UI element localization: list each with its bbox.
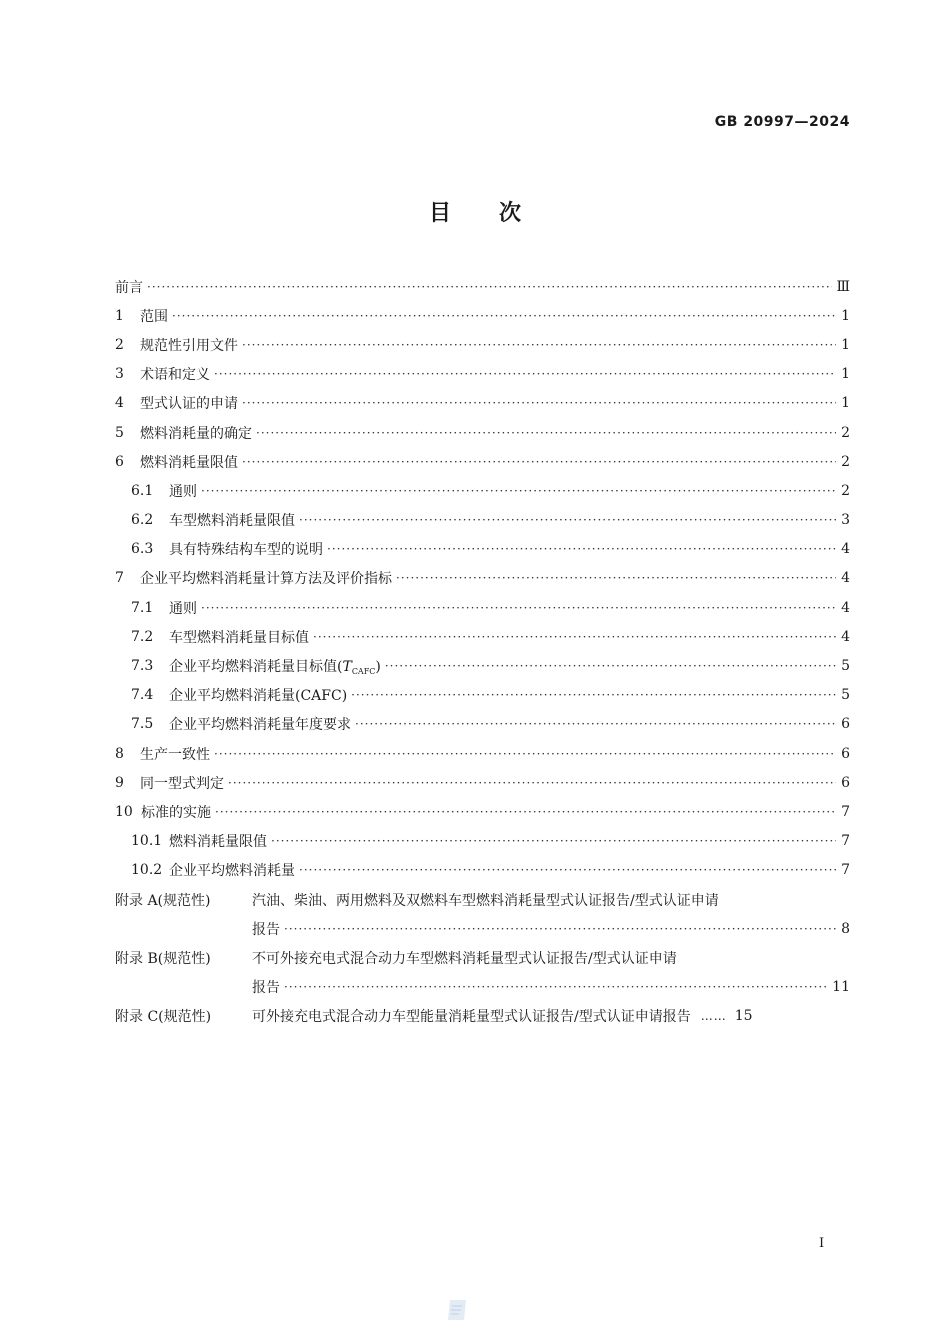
toc-subentry[interactable] bbox=[115, 827, 850, 856]
toc-page: 2 bbox=[841, 482, 850, 499]
standard-code: GB 20997—2024 bbox=[714, 114, 850, 130]
page-title bbox=[0, 196, 950, 227]
toc-subentry[interactable] bbox=[115, 651, 850, 680]
toc-page: 8 bbox=[841, 920, 850, 937]
toc-label: 燃料消耗量限值 bbox=[140, 454, 238, 471]
toc-label: 车型燃料消耗量目标值 bbox=[169, 629, 309, 646]
toc-page: 4 bbox=[841, 599, 850, 616]
annex-title-line2: 报告 bbox=[252, 921, 280, 938]
toc-number: 6.3 bbox=[131, 541, 154, 558]
toc-subentry[interactable] bbox=[115, 506, 850, 535]
dot-leader bbox=[214, 367, 836, 381]
dot-leader bbox=[355, 717, 836, 731]
dot-leader bbox=[147, 280, 832, 294]
toc-annex-a-cont[interactable] bbox=[115, 914, 850, 943]
toc-number: 3 bbox=[115, 366, 124, 383]
toc-page: 2 bbox=[841, 453, 850, 470]
toc-label: 通则 bbox=[169, 600, 197, 617]
toc-number: 10.1 bbox=[131, 833, 163, 850]
toc-number: 6 bbox=[115, 453, 124, 470]
toc-page: 1 bbox=[841, 395, 850, 412]
dot-leader bbox=[385, 659, 836, 673]
toc-label: 生产一致性 bbox=[140, 746, 210, 763]
toc-label-post: ) bbox=[375, 659, 381, 676]
toc-subentry[interactable] bbox=[115, 535, 850, 564]
toc-page: 5 bbox=[841, 658, 850, 675]
dot-leader bbox=[172, 309, 836, 323]
toc-entry[interactable] bbox=[115, 301, 850, 330]
toc-entry[interactable] bbox=[115, 797, 850, 826]
dot-leader bbox=[271, 834, 836, 848]
dot-leader bbox=[201, 601, 836, 615]
toc-page: 6 bbox=[841, 745, 850, 762]
dot-leader bbox=[201, 484, 836, 498]
toc-label: 具有特殊结构车型的说明 bbox=[169, 542, 323, 559]
toc-label: 通则 bbox=[169, 483, 197, 500]
toc-page: 2 bbox=[841, 424, 850, 441]
toc-number: 7 bbox=[115, 570, 124, 587]
toc-label-symbol: T bbox=[342, 659, 352, 676]
toc-number: 6.1 bbox=[131, 482, 154, 499]
annex-title-line1: 可外接充电式混合动力车型能量消耗量型式认证报告/型式认证申请报告 bbox=[252, 1009, 691, 1026]
sac-watermark-logo-icon bbox=[444, 1298, 470, 1322]
toc-subentry[interactable] bbox=[115, 593, 850, 622]
dot-leader bbox=[299, 513, 836, 527]
table-of-contents bbox=[115, 272, 850, 1031]
toc-entry[interactable] bbox=[115, 389, 850, 418]
toc-page: 7 bbox=[841, 862, 850, 879]
toc-entry[interactable] bbox=[115, 564, 850, 593]
toc-page: 1 bbox=[841, 366, 850, 383]
toc-entry[interactable] bbox=[115, 330, 850, 359]
toc-entry[interactable] bbox=[115, 360, 850, 389]
dot-leader bbox=[228, 776, 836, 790]
annex-head: 附录 C(规范性) bbox=[115, 1009, 212, 1026]
toc-label: 企业平均燃料消耗量年度要求 bbox=[169, 717, 351, 734]
toc-label: 范围 bbox=[140, 308, 168, 325]
dot-leader bbox=[256, 426, 836, 440]
toc-label: 企业平均燃料消耗量计算方法及评价指标 bbox=[140, 571, 392, 588]
annex-title-line1: 不可外接充电式混合动力车型燃料消耗量型式认证报告/型式认证申请 bbox=[252, 950, 677, 967]
toc-number: 2 bbox=[115, 336, 124, 353]
toc-number: 4 bbox=[115, 395, 124, 412]
toc-label: 规范性引用文件 bbox=[140, 337, 238, 354]
toc-number: 1 bbox=[115, 307, 124, 324]
toc-number: 7.2 bbox=[131, 628, 154, 645]
dot-leader bbox=[396, 571, 836, 585]
toc-page: 7 bbox=[841, 833, 850, 850]
toc-label: 术语和定义 bbox=[140, 367, 210, 384]
toc-number: 7.1 bbox=[131, 599, 154, 616]
toc-label: 燃料消耗量的确定 bbox=[140, 425, 252, 442]
toc-page: 3 bbox=[841, 512, 850, 529]
dot-leader bbox=[242, 338, 836, 352]
toc-annex-b-cont[interactable] bbox=[115, 973, 850, 1002]
toc-page: 4 bbox=[841, 570, 850, 587]
toc-label: 型式认证的申请 bbox=[140, 396, 238, 413]
toc-annex-b[interactable] bbox=[115, 943, 850, 972]
toc-page: 1 bbox=[841, 307, 850, 324]
toc-number: 5 bbox=[115, 424, 124, 441]
dot-leader bbox=[351, 688, 836, 702]
title-char-2: 次 bbox=[499, 201, 522, 226]
toc-number: 8 bbox=[115, 745, 124, 762]
toc-label: 企业平均燃料消耗量(CAFC) bbox=[169, 688, 348, 705]
toc-page: Ⅲ bbox=[836, 278, 850, 295]
toc-label: 燃料消耗量限值 bbox=[169, 834, 267, 851]
toc-label bbox=[169, 656, 381, 676]
toc-page: 6 bbox=[841, 774, 850, 791]
dot-leader bbox=[313, 630, 836, 644]
toc-number: 9 bbox=[115, 774, 124, 791]
toc-entry[interactable] bbox=[115, 447, 850, 476]
toc-label-pre: 企业平均燃料消耗量目标值( bbox=[169, 659, 343, 676]
toc-label: 标准的实施 bbox=[141, 804, 211, 821]
toc-number: 7.3 bbox=[131, 658, 154, 675]
toc-number: 7.5 bbox=[131, 716, 154, 733]
toc-annex-a[interactable] bbox=[115, 885, 850, 914]
toc-entry[interactable] bbox=[115, 418, 850, 447]
toc-page: 6 bbox=[841, 716, 850, 733]
toc-number: 10.2 bbox=[131, 862, 163, 879]
annex-head: 附录 B(规范性) bbox=[115, 950, 211, 967]
toc-page: 11 bbox=[832, 979, 850, 996]
page-folio: Ⅰ bbox=[819, 1236, 825, 1251]
toc-number: 6.2 bbox=[131, 512, 154, 529]
dot-leader bbox=[284, 980, 828, 994]
annex-title-line2: 报告 bbox=[252, 980, 280, 997]
toc-subentry[interactable] bbox=[115, 622, 850, 651]
dot-leader bbox=[242, 396, 836, 410]
annex-head: 附录 A(规范性) bbox=[115, 892, 211, 909]
dot-leader bbox=[215, 805, 836, 819]
toc-label-subscript: CAFC bbox=[351, 667, 376, 677]
toc-entry[interactable] bbox=[115, 768, 850, 797]
toc-number: 10 bbox=[115, 803, 133, 820]
dot-leader bbox=[284, 922, 836, 936]
dot-leader bbox=[327, 542, 836, 556]
annex-title-line1: 汽油、柴油、两用燃料及双燃料车型燃料消耗量型式认证报告/型式认证申请 bbox=[252, 892, 719, 909]
toc-entry[interactable] bbox=[115, 739, 850, 768]
title-char-1: 目 bbox=[428, 201, 451, 226]
dot-leader bbox=[214, 747, 836, 761]
toc-page: 5 bbox=[841, 687, 850, 704]
dot-leader bbox=[242, 455, 836, 469]
dot-leader bbox=[299, 863, 836, 877]
toc-subentry[interactable] bbox=[115, 856, 850, 885]
toc-label: 车型燃料消耗量限值 bbox=[169, 513, 295, 530]
toc-page: 1 bbox=[841, 336, 850, 353]
toc-subentry[interactable] bbox=[115, 681, 850, 710]
toc-number: 7.4 bbox=[131, 687, 154, 704]
toc-entry-foreword[interactable] bbox=[115, 272, 850, 301]
toc-label: 前言 bbox=[115, 279, 143, 296]
toc-page: 4 bbox=[841, 628, 850, 645]
toc-label: 同一型式判定 bbox=[140, 775, 224, 792]
toc-subentry[interactable] bbox=[115, 710, 850, 739]
toc-subentry[interactable] bbox=[115, 476, 850, 505]
dot-leader: …… bbox=[700, 1009, 727, 1024]
toc-page: 15 bbox=[734, 1008, 753, 1025]
toc-label: 企业平均燃料消耗量 bbox=[169, 863, 295, 880]
toc-page: 4 bbox=[841, 541, 850, 558]
toc-page: 7 bbox=[841, 803, 850, 820]
toc-annex-c[interactable] bbox=[115, 1002, 850, 1031]
